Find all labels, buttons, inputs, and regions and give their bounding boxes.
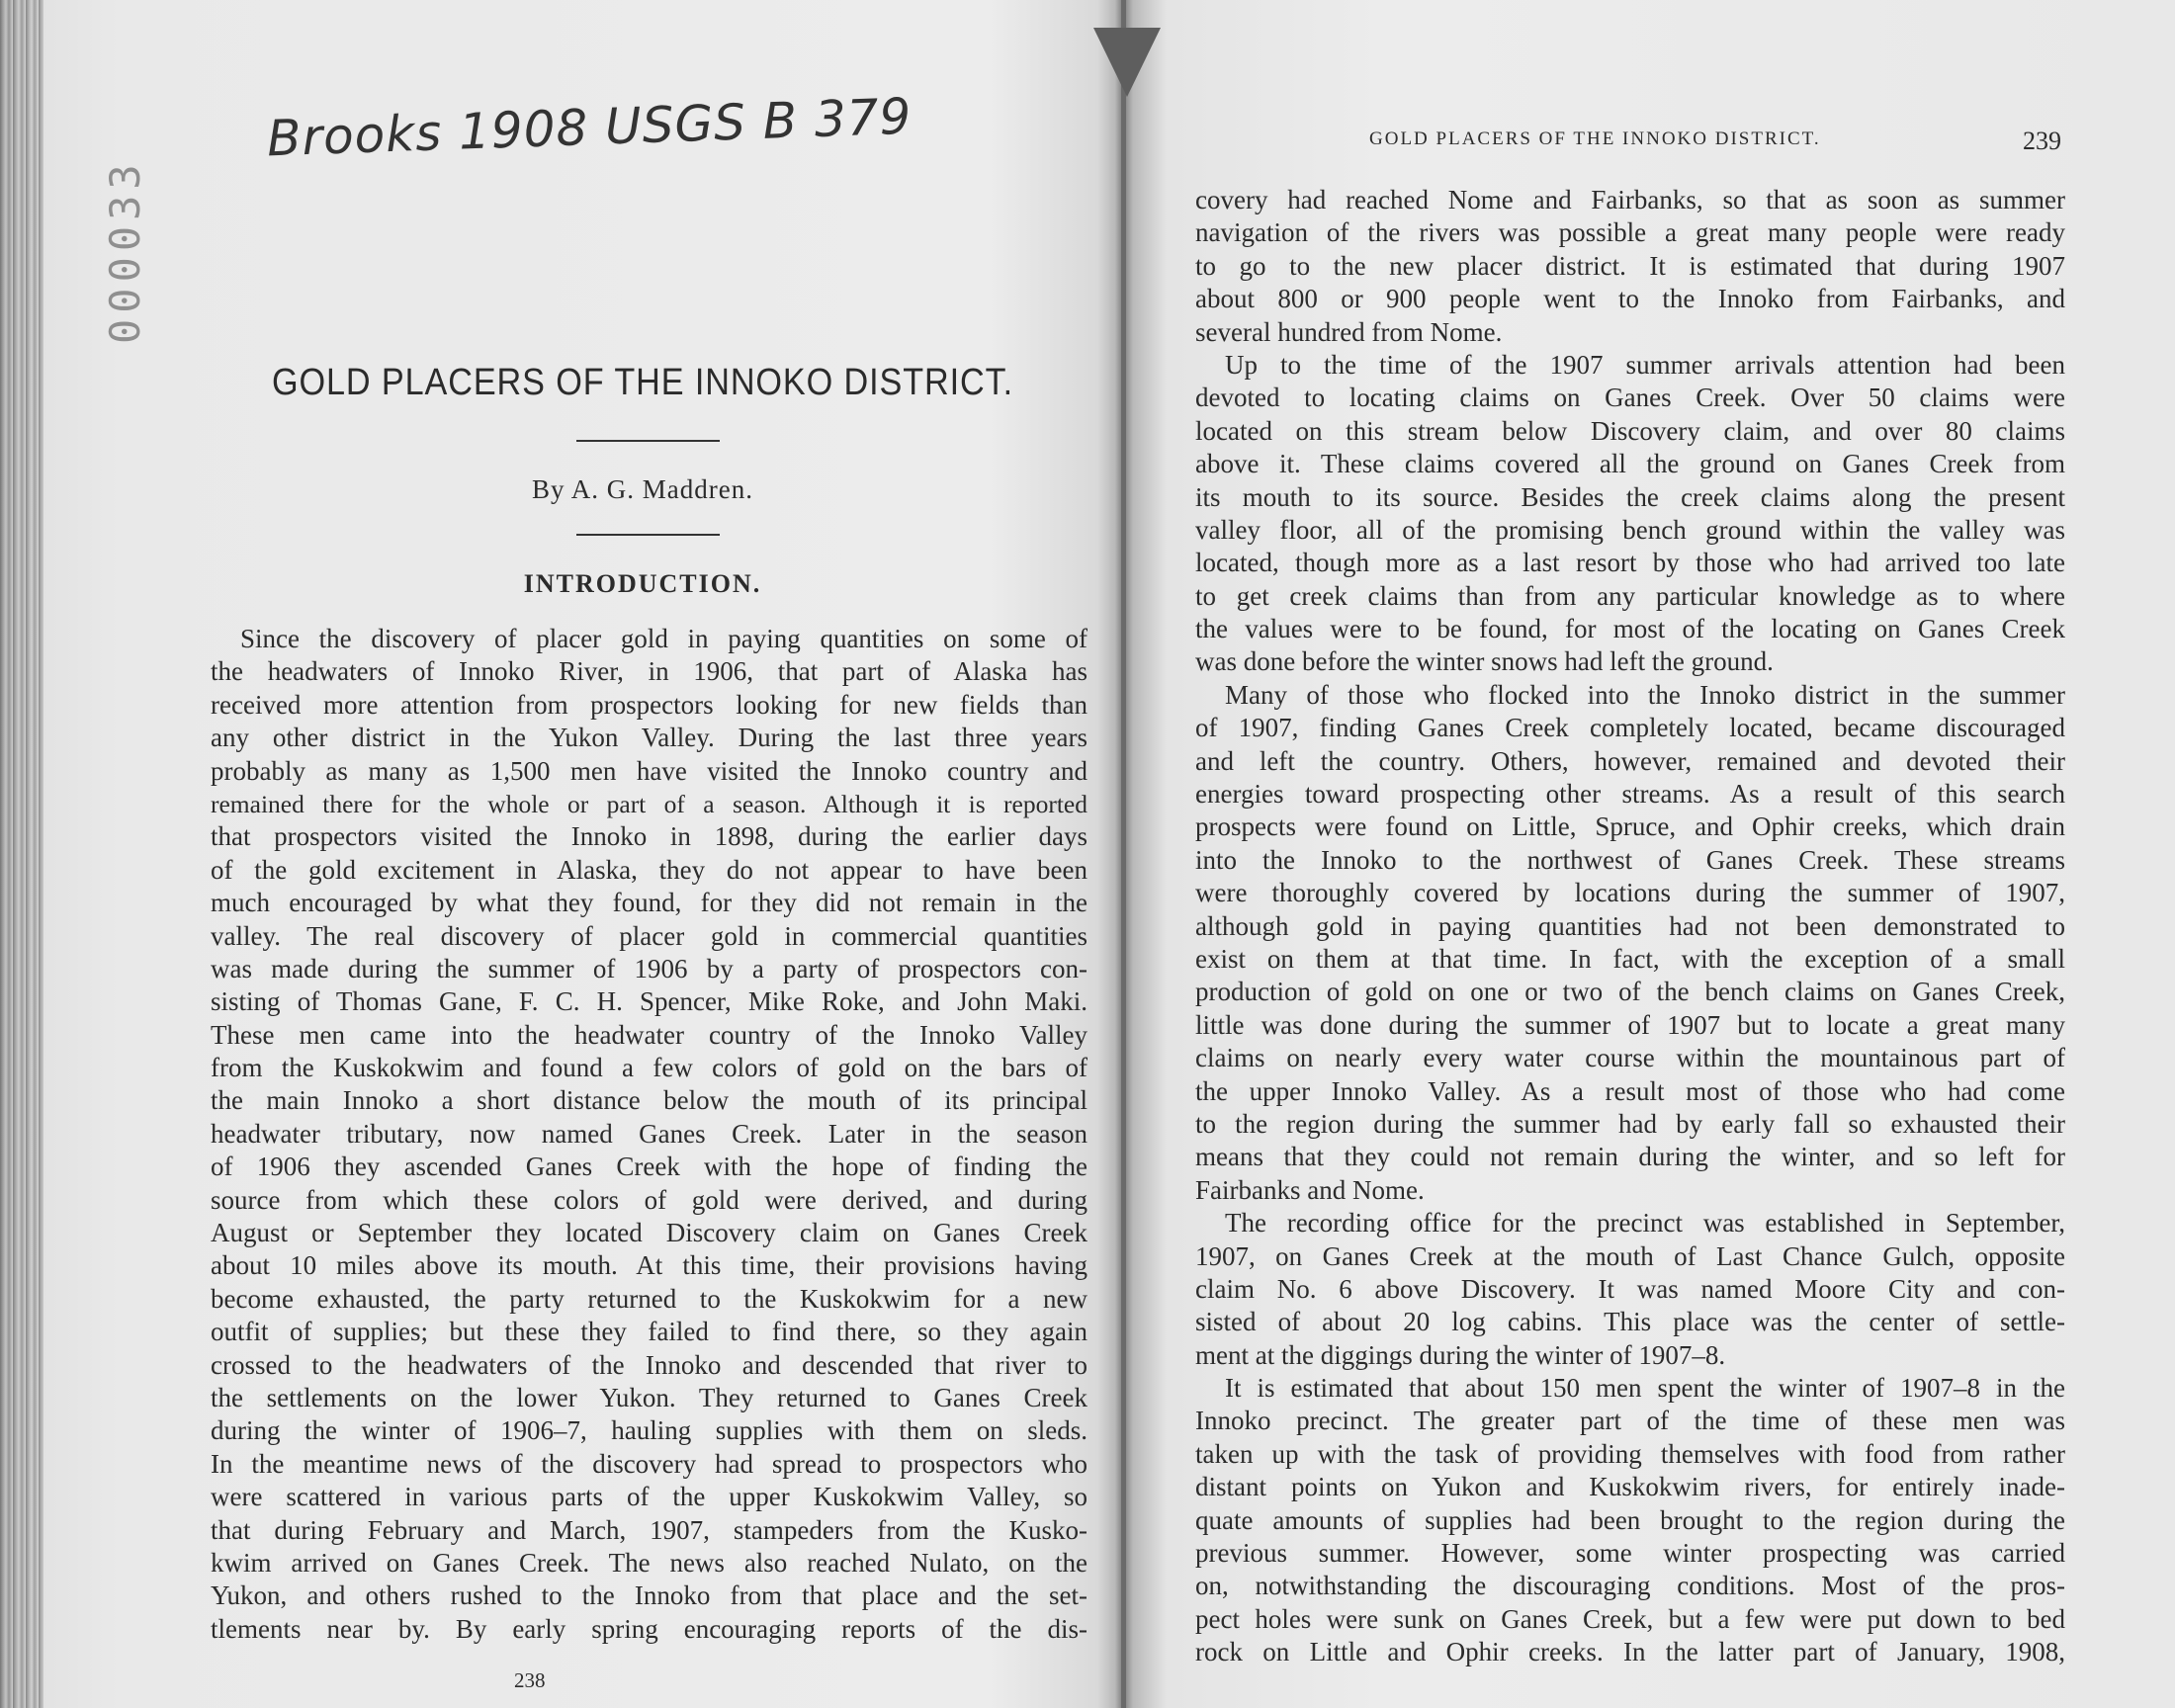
text-line: although gold in paying quantities had not been demonstrated to bbox=[1195, 910, 2065, 941]
text-line: energies toward prospecting other streams. As a result of this search bbox=[1195, 779, 2065, 810]
text-line: ment at the diggings during the winter of 1907–8. bbox=[1195, 1339, 1726, 1370]
text-line: outfit of supplies; but these they failed to find there, so they again bbox=[211, 1317, 1088, 1347]
text-line: navigation of the rivers was possible a great many people were ready bbox=[1195, 217, 2065, 248]
text-line: means that they could not remain during the winter, and so left for bbox=[1195, 1142, 2065, 1172]
text-line: much encouraged by what they found, for they did not remain in the bbox=[211, 888, 1088, 918]
text-line: the upper Innoko Valley. As a result most of those who had come bbox=[1195, 1075, 2065, 1106]
article-title: GOLD PLACERS OF THE INNOKO DISTRICT. bbox=[271, 362, 1014, 403]
text-line: valley. The real discovery of placer gold in commercial quantities bbox=[211, 920, 1088, 951]
page-number-right: 239 bbox=[2023, 127, 2061, 155]
text-line: and left the country. Others, however, remained and devoted their bbox=[1195, 745, 2065, 776]
text-line: several hundred from Nome. bbox=[1195, 316, 1503, 347]
text-line: become exhausted, the party returned to the Kuskokwim for a new bbox=[211, 1283, 1088, 1314]
handwritten-note: Brooks 1908 USGS B 379 bbox=[266, 87, 914, 168]
scanned-page-edge bbox=[0, 0, 44, 1708]
text-line: taken up with the task of providing themselves with food from rather bbox=[1195, 1438, 2065, 1469]
text-line: little was done during the summer of 1907 but to locate a great many bbox=[1195, 1009, 2065, 1040]
text-line: to get creek claims than from any particular knowledge as to where bbox=[1195, 580, 2065, 611]
text-line: to go to the new placer district. It is estimated that during 1907 bbox=[1195, 250, 2065, 281]
text-line: valley floor, all of the promising bench ground within the valley was bbox=[1195, 514, 2065, 545]
text-line: that during February and March, 1907, stampeders from the Kusko- bbox=[211, 1514, 1088, 1545]
text-line: In the meantime news of the discovery had spread to prospectors who bbox=[211, 1448, 1088, 1479]
text-line: claim No. 6 above Discovery. It was named Moore City and con- bbox=[1195, 1273, 2065, 1304]
text-line: any other district in the Yukon Valley. During the last three years bbox=[211, 723, 1088, 753]
text-line: quate amounts of supplies had been brought to the region during the bbox=[1195, 1504, 2065, 1535]
text-line: kwim arrived on Ganes Creek. The news also reached Nulato, on the bbox=[211, 1547, 1088, 1578]
left-body-text bbox=[211, 623, 1088, 1646]
text-line: previous summer. However, some winter prospecting was carried bbox=[1195, 1538, 2065, 1569]
text-line: of 1907, finding Ganes Creek completely located, became discouraged bbox=[1195, 713, 2065, 743]
text-line: about 10 miles above its mouth. At this time, their provisions having bbox=[211, 1250, 1088, 1281]
text-line: above it. These claims covered all the ground on Ganes Creek from bbox=[1195, 449, 2065, 479]
title-rule bbox=[576, 440, 720, 442]
text-line: was done before the winter snows had left the ground. bbox=[1195, 646, 1774, 677]
text-line: remained there for the whole or part of a season. Although it is reported bbox=[211, 789, 1088, 818]
text-line: Many of those who flocked into the Innoko district in the summer bbox=[1225, 679, 2065, 710]
text-line: the main Innoko a short distance below the mouth of its principal bbox=[211, 1085, 1088, 1116]
text-line: It is estimated that about 150 men spent the winter of 1907–8 in the bbox=[1225, 1373, 2065, 1404]
text-line: headwater tributary, now named Ganes Creek. Later in the season bbox=[211, 1118, 1088, 1149]
text-line: the settlements on the lower Yukon. They returned to Ganes Creek bbox=[211, 1382, 1088, 1412]
text-line: Innoko precinct. The greater part of the time of these men was bbox=[1195, 1406, 2065, 1436]
text-line: was made during the summer of 1906 by a party of prospectors con- bbox=[211, 953, 1088, 983]
text-line: located, though more as a last resort by those who had arrived too late bbox=[1195, 548, 2065, 578]
section-heading: INTRODUCTION. bbox=[523, 569, 762, 598]
text-line: of 1906 they ascended Ganes Creek with the hope of finding the bbox=[211, 1152, 1088, 1182]
text-line: received more attention from prospectors looking for new fields than bbox=[211, 689, 1088, 720]
page-number-left: 238 bbox=[514, 1668, 546, 1692]
author-byline: By A. G. Maddren. bbox=[532, 474, 753, 504]
text-line: Up to the time of the 1907 summer arrivals attention had been bbox=[1225, 349, 2065, 380]
text-line: probably as many as 1,500 men have visited the Innoko country and bbox=[211, 755, 1088, 786]
text-line: claims on nearly every water course within the mountainous part of bbox=[1195, 1043, 2065, 1073]
right-body-text bbox=[1195, 184, 2065, 1669]
text-line: Fairbanks and Nome. bbox=[1195, 1174, 1425, 1205]
archive-stamp-number: 000033 bbox=[101, 158, 149, 344]
text-line: pect holes were sunk on Ganes Creek, but a few were put down to bed bbox=[1195, 1603, 2065, 1634]
text-line: Yukon, and others rushed to the Innoko from that place and the set- bbox=[211, 1580, 1088, 1611]
text-line: August or September they located Discovery claim on Ganes Creek bbox=[211, 1218, 1088, 1248]
text-line: sisted of about 20 log cabins. This place was the center of settle- bbox=[1195, 1307, 2065, 1337]
text-line: were thoroughly covered by locations during the summer of 1907, bbox=[1195, 878, 2065, 908]
text-line: rock on Little and Ophir creeks. In the latter part of January, 1908, bbox=[1195, 1637, 2065, 1667]
text-line: during the winter of 1906–7, hauling supplies with them on sleds. bbox=[211, 1415, 1088, 1446]
text-line: from the Kuskokwim and found a few colors of gold on the bars of bbox=[211, 1053, 1088, 1083]
text-line: were scattered in various parts of the upper Kuskokwim Valley, so bbox=[211, 1482, 1088, 1512]
text-line: 1907, on Ganes Creek at the mouth of Last Chance Gulch, opposite bbox=[1195, 1240, 2065, 1271]
left-page bbox=[198, 0, 1088, 1708]
text-line: Since the discovery of placer gold in paying quantities on some of bbox=[240, 624, 1088, 653]
text-line: These men came into the headwater country of the Innoko Valley bbox=[211, 1019, 1088, 1050]
text-line: exist on them at that time. In fact, with the exception of a small bbox=[1195, 943, 2065, 974]
text-line: its mouth to its source. Besides the creek claims along the present bbox=[1195, 481, 2065, 512]
text-line: the values were to be found, for most of the locating on Ganes Creek bbox=[1195, 614, 2065, 644]
text-line: crossed to the headwaters of the Innoko and descended that river to bbox=[211, 1349, 1088, 1380]
author-rule bbox=[576, 534, 720, 536]
binding-shadow bbox=[1093, 28, 1161, 97]
text-line: distant points on Yukon and Kuskokwim rivers, for entirely inade- bbox=[1195, 1472, 2065, 1502]
text-line: covery had reached Nome and Fairbanks, so that as soon as summer bbox=[1195, 185, 2065, 214]
text-line: sisting of Thomas Gane, F. C. H. Spencer, Mike Roke, and John Maki. bbox=[211, 986, 1088, 1017]
text-line: into the Innoko to the northwest of Ganes Creek. These streams bbox=[1195, 844, 2065, 875]
text-line: devoted to locating claims on Ganes Creek. Over 50 claims were bbox=[1195, 383, 2065, 413]
text-line: prospects were found on Little, Spruce, and Ophir creeks, which drain bbox=[1195, 811, 2065, 842]
text-line: that prospectors visited the Innoko in 1898, during the earlier days bbox=[211, 821, 1088, 852]
text-line: on, notwithstanding the discouraging conditions. Most of the pros- bbox=[1195, 1571, 2065, 1601]
text-line: production of gold on one or two of the bench claims on Ganes Creek, bbox=[1195, 977, 2065, 1007]
text-line: located on this stream below Discovery claim, and over 80 claims bbox=[1195, 415, 2065, 446]
text-line: of the gold excitement in Alaska, they do not appear to have been bbox=[211, 854, 1088, 885]
text-line: source from which these colors of gold were derived, and during bbox=[211, 1184, 1088, 1215]
text-line: about 800 or 900 people went to the Innoko from Fairbanks, and bbox=[1195, 284, 2065, 314]
text-line: to the region during the summer had by early fall so exhausted their bbox=[1195, 1108, 2065, 1139]
text-line: tlements near by. By early spring encouraging reports of the dis- bbox=[211, 1613, 1088, 1644]
text-line: The recording office for the precinct was established in September, bbox=[1225, 1208, 2065, 1238]
running-head: GOLD PLACERS OF THE INNOKO DISTRICT. bbox=[1369, 128, 1821, 149]
text-line: the headwaters of Innoko River, in 1906, that part of Alaska has bbox=[211, 656, 1088, 687]
book-gutter bbox=[1121, 0, 1126, 1708]
